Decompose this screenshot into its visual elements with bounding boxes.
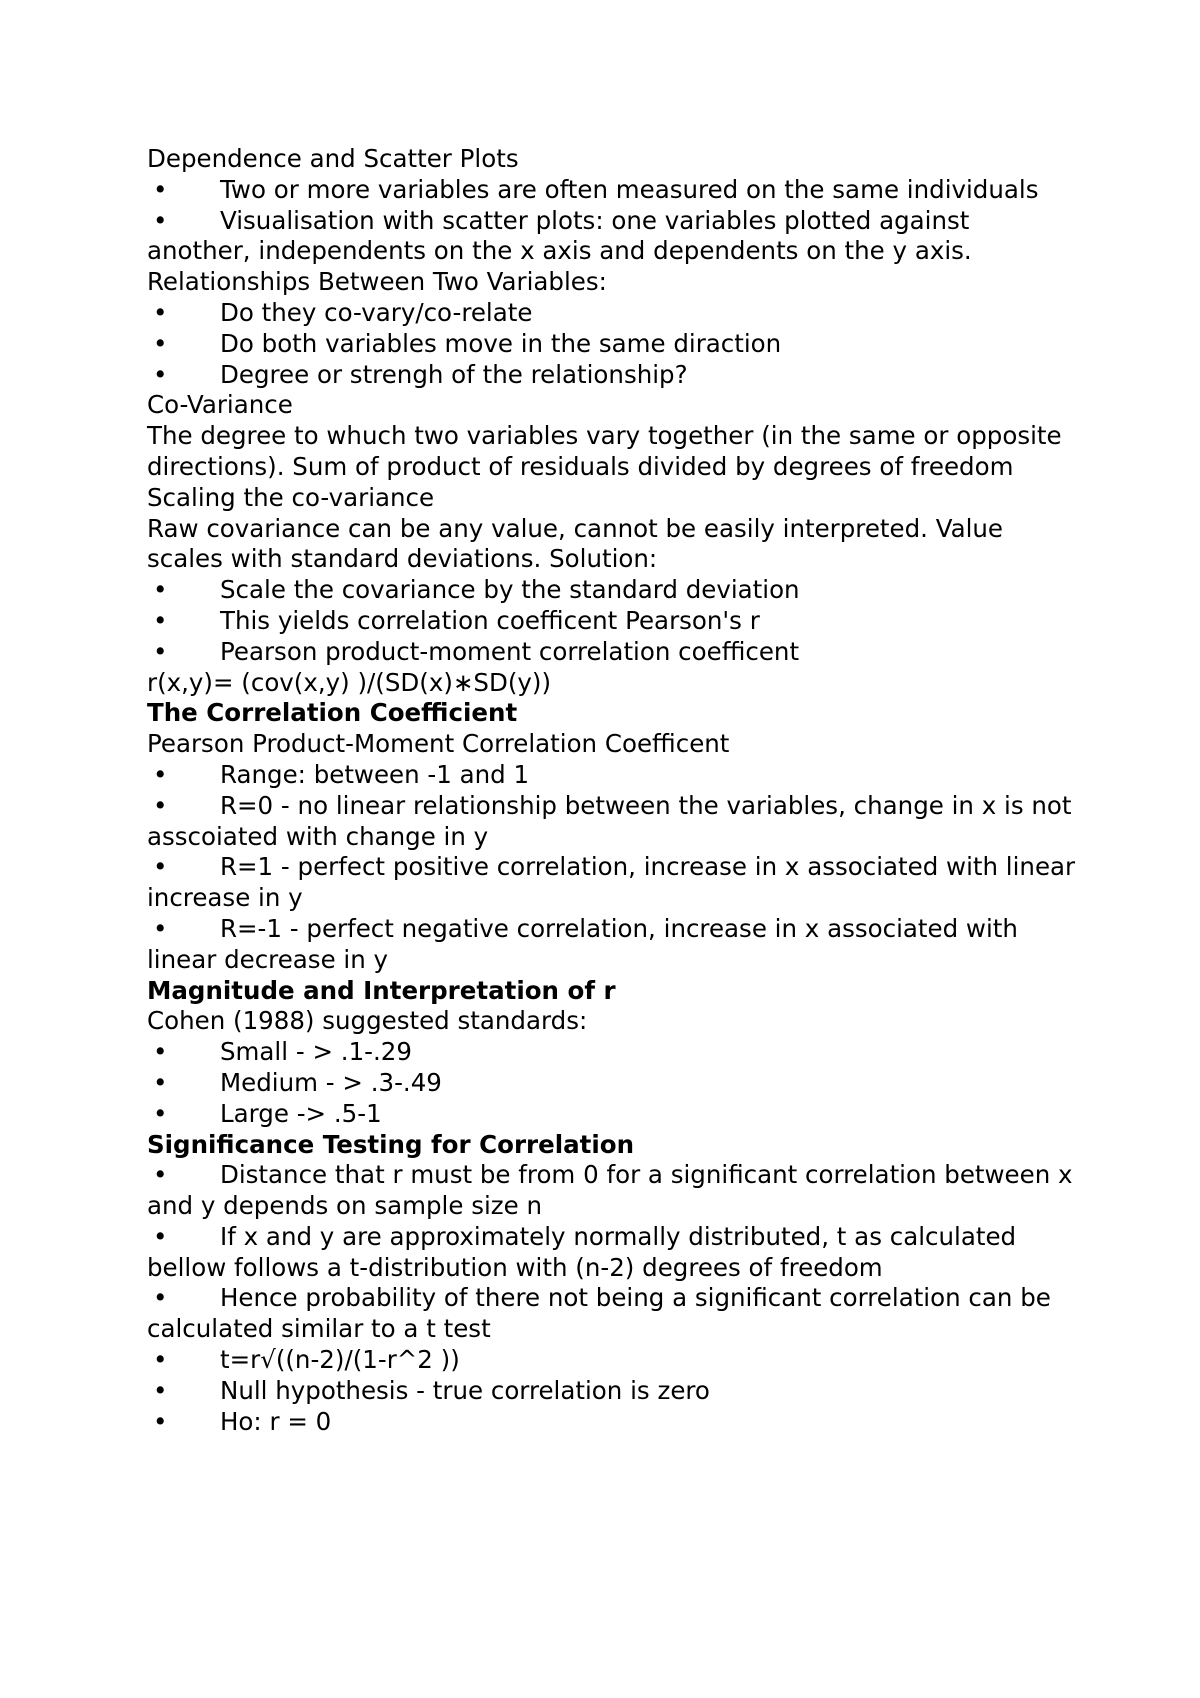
bullet-marker: • — [153, 636, 168, 666]
bullet-marker: • — [153, 1375, 168, 1405]
bullet-text: Two or more variables are often measured on the same individuals — [220, 174, 1039, 204]
bullet-item — [147, 1407, 1077, 1438]
bullet-text: Large -> .5-1 — [220, 1098, 382, 1128]
bullet-item — [147, 1222, 1077, 1284]
bullet-text: R=0 - no linear relationship between the variables, change in x is not asscoiated with change in y — [147, 790, 1072, 851]
bullet-text: This yields correlation coefficent Pearson's r — [220, 605, 760, 635]
bullet-marker: • — [153, 759, 168, 789]
bullet-marker: • — [153, 328, 168, 358]
paragraph: The degree to whuch two variables vary together (in the same or opposite directions). Sum of product of residuals divided by degrees of freedom — [147, 421, 1062, 481]
bullet-item — [147, 1376, 1077, 1407]
bullet-item — [147, 1099, 1077, 1130]
bullet-marker: • — [153, 1221, 168, 1251]
bullet-item — [147, 852, 1077, 914]
bullet-item — [147, 1160, 1077, 1222]
bullet-marker: • — [153, 1098, 168, 1128]
bullet-text: t=r√((n-2)/(1-r^2 )) — [220, 1345, 460, 1375]
bullet-text: Do they co-vary/co-relate — [220, 297, 533, 327]
document-page — [147, 144, 1077, 1437]
bullet-marker: • — [153, 1283, 168, 1313]
bullet-marker: • — [153, 1345, 168, 1375]
bullet-marker: • — [153, 205, 168, 235]
bullet-item — [147, 1068, 1077, 1099]
bullet-text: Distance that r must be from 0 for a significant correlation between x and y depends on sample size n — [147, 1160, 1073, 1221]
bullet-item — [147, 914, 1077, 976]
bullet-marker: • — [153, 852, 168, 882]
bullet-text: Pearson product-moment correlation coefficent — [220, 636, 800, 666]
bullet-item — [147, 575, 1077, 606]
paragraph: Co-Variance — [147, 390, 293, 420]
bullet-marker: • — [153, 1037, 168, 1067]
bullet-text: Null hypothesis - true correlation is zero — [220, 1375, 710, 1405]
bullet-text: Hence probability of there not being a significant correlation can be calculated similar to a t test — [147, 1283, 1051, 1344]
bullet-text: Visualisation with scatter plots: one variables plotted against another, independents on the x axis and dependents on the y axis. — [147, 205, 972, 266]
section-heading: Magnitude and Interpretation of r — [147, 975, 616, 1005]
bullet-item — [147, 1037, 1077, 1068]
bullet-text: Medium - > .3-.49 — [220, 1067, 442, 1097]
bullet-text: If x and y are approximately normally distributed, t as calculated bellow follows a t-distribution with (n-2) degrees of freedom — [147, 1221, 1017, 1282]
bullet-item — [147, 1345, 1077, 1376]
paragraph: Pearson Product-Moment Correlation Coefficent — [147, 729, 730, 759]
paragraph: Relationships Between Two Variables: — [147, 267, 607, 297]
bullet-marker: • — [153, 790, 168, 820]
paragraph: Raw covariance can be any value, cannot be easily interpreted. Value scales with standard deviations. Solution: — [147, 513, 1004, 574]
bullet-text: Scale the covariance by the standard deviation — [220, 575, 800, 605]
bullet-text: Small - > .1-.29 — [220, 1037, 412, 1067]
bullet-text: Range: between -1 and 1 — [220, 759, 530, 789]
paragraph: Dependence and Scatter Plots — [147, 144, 519, 173]
bullet-marker: • — [153, 605, 168, 635]
bullet-marker: • — [153, 174, 168, 204]
bullet-text: R=-1 - perfect negative correlation, increase in x associated with linear decrease in y — [147, 913, 1018, 974]
bullet-text: Degree or strengh of the relationship? — [220, 359, 688, 389]
bullet-item — [147, 1283, 1077, 1345]
bullet-item — [147, 606, 1077, 637]
bullet-marker: • — [153, 1406, 168, 1436]
bullet-item — [147, 637, 1077, 668]
paragraph: Cohen (1988) suggested standards: — [147, 1006, 588, 1036]
bullet-text: Do both variables move in the same diraction — [220, 328, 782, 358]
paragraph: r(x,y)= (cov(x,y) )/(SD(x)∗SD(y)) — [147, 667, 552, 697]
bullet-marker: • — [153, 359, 168, 389]
section-heading: Significance Testing for Correlation — [147, 1129, 635, 1159]
bullet-marker: • — [153, 575, 168, 605]
paragraph: Scaling the co-variance — [147, 482, 435, 512]
section-heading: The Correlation Coefficient — [147, 698, 518, 728]
bullet-marker: • — [153, 297, 168, 327]
bullet-item — [147, 175, 1077, 206]
bullet-text: R=1 - perfect positive correlation, increase in x associated with linear increase in y — [147, 852, 1076, 913]
bullet-item — [147, 206, 1077, 268]
bullet-marker: • — [153, 1067, 168, 1097]
bullet-text: Ho: r = 0 — [220, 1406, 332, 1436]
bullet-marker: • — [153, 1160, 168, 1190]
bullet-item — [147, 360, 1077, 391]
bullet-item — [147, 329, 1077, 360]
bullet-item — [147, 791, 1077, 853]
bullet-marker: • — [153, 913, 168, 943]
bullet-item — [147, 760, 1077, 791]
bullet-item — [147, 298, 1077, 329]
